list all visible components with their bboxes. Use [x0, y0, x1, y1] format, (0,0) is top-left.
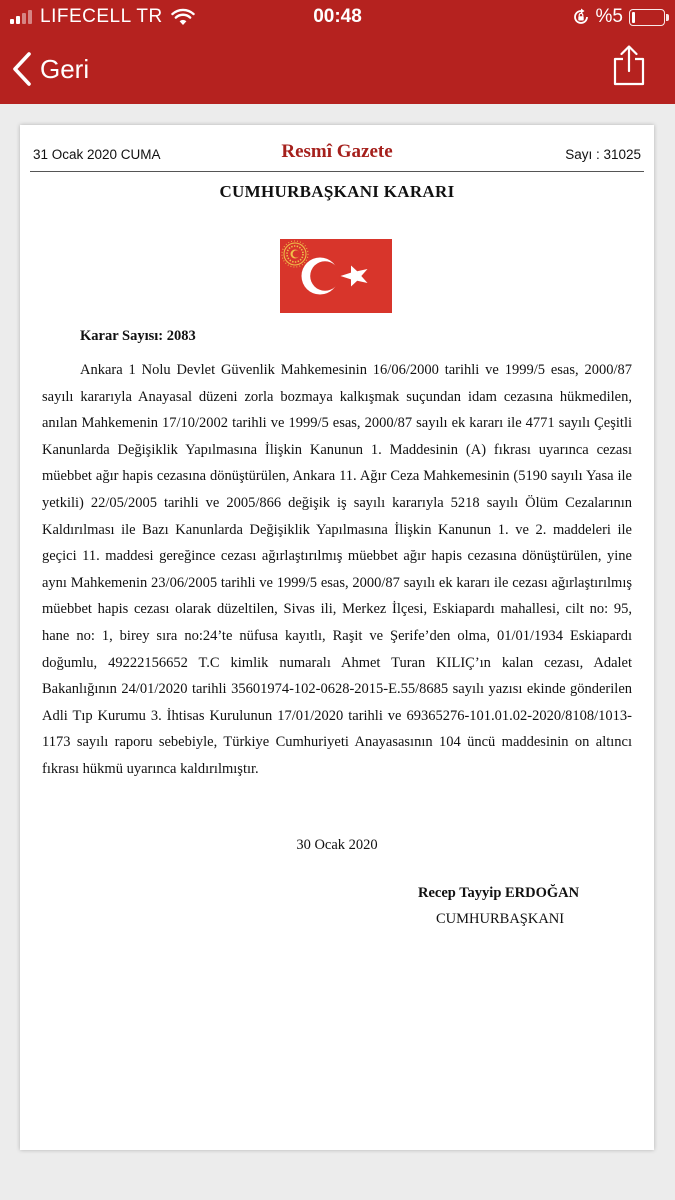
gazette-page — [20, 125, 654, 1150]
chevron-left-icon — [12, 52, 32, 86]
gazette-issue-number: Sayı : 31025 — [565, 147, 641, 162]
battery-level — [632, 12, 635, 23]
signer-title: CUMHURBAŞKANI — [436, 911, 565, 927]
signer-name: Recep Tayyip ERDOĞAN — [418, 885, 580, 901]
gazette-header — [30, 139, 644, 172]
status-right — [572, 6, 665, 28]
gazette-date: 31 Ocak 2020 CUMA — [33, 147, 161, 162]
document-heading: CUMHURBAŞKANI KARARI — [219, 182, 455, 201]
battery-percent: %5 — [595, 6, 623, 27]
app-header — [0, 0, 675, 104]
turkish-flag-emblem — [280, 239, 392, 313]
battery-icon — [629, 9, 665, 26]
document-date: 30 Ocak 2020 — [296, 837, 378, 853]
back-label: Geri — [40, 53, 90, 84]
back-button[interactable] — [12, 48, 89, 90]
share-icon[interactable] — [611, 44, 647, 86]
decision-body: Ankara 1 Nolu Devlet Güvenlik Mahkemesinin 16/06/2000 tarihli ve 1999/5 esas, 2000/87 sayılı kararıyla Anayasal düzeni zorla bozmaya kalkışmak suçundan idam cezasına hükmedilen, anılan Mahkemenin 17/10/2002 tarihli ve 1999/5 esas, 2000/87 sayılı ek kararı ile 4771 sayılı Çeşitli Kanunlarda Değişiklik Yapılmasına İlişkin Kanunun 1. Maddesinin (A) fıkrası uyarınca cezası müebbet ağır hapis cezasına dönüştürülen, Ankara 11. Ağır Ceza Mahkemesinin (5190 sayılı Yasa ile yetkili) 22/05/2005 tarihli ve 2005/866 değişik iş sayılı kararıyla 5218 sayılı Ölüm Cezalarının Kaldırılması ile Bazı Kanunlarda Değişiklik Yapılmasına İlişkin Kanunun 1. ve 2. maddeleri ile geçici 11. maddesi gereğince cezası ağırlaştırılmış müebbet ağır hapis cezasına dönüştürülen, yine aynı Mahkemenin 23/06/2005 tarihli ve 1999/5 esas, 2000/87 sayılı ek kararı ile cezası ağırlaştırılmış müebbet hapis cezası olarak düzeltilen, Sivas ili, Merkez İlçesi, Eskiapardı mahallesi, cilt no: 95, hane no: 1, birey sıra no:24’te nüfusa kayıtlı, Raşit ve Şerife’den olma, 01/01/1934 Eskiapardı doğumlu, 49222156652 T.C kimlik numaralı Ahmet Turan KILIÇ’ın kalan cezası, Adalet Bakanlığının 24/01/2020 tarihli 35601974-102-0628-2015-E.55/8685 sayılı yazısı ekinde gönderilen Adli Tıp Kurumu 3. İhtisas Kurulunun 17/01/2020 tarihli ve 69365276-101.01.02-2020/8108/1013-1173 sayılı raporu sebebiyle, Türkiye Cumhuriyeti Anayasasının 104 üncü maddesinin on altıncı fıkrası hükmü uyarınca kaldırılmıştır. — [42, 362, 632, 777]
status-bar — [0, 0, 675, 34]
clock: 00:48 — [313, 6, 362, 27]
rotation-lock-icon — [572, 8, 590, 26]
carrier-name: LIFECELL TR — [40, 6, 163, 27]
decision-number: Karar Sayısı: 2083 — [80, 328, 196, 344]
nav-bar — [0, 34, 675, 104]
gazette-title: Resmî Gazete — [281, 141, 393, 162]
